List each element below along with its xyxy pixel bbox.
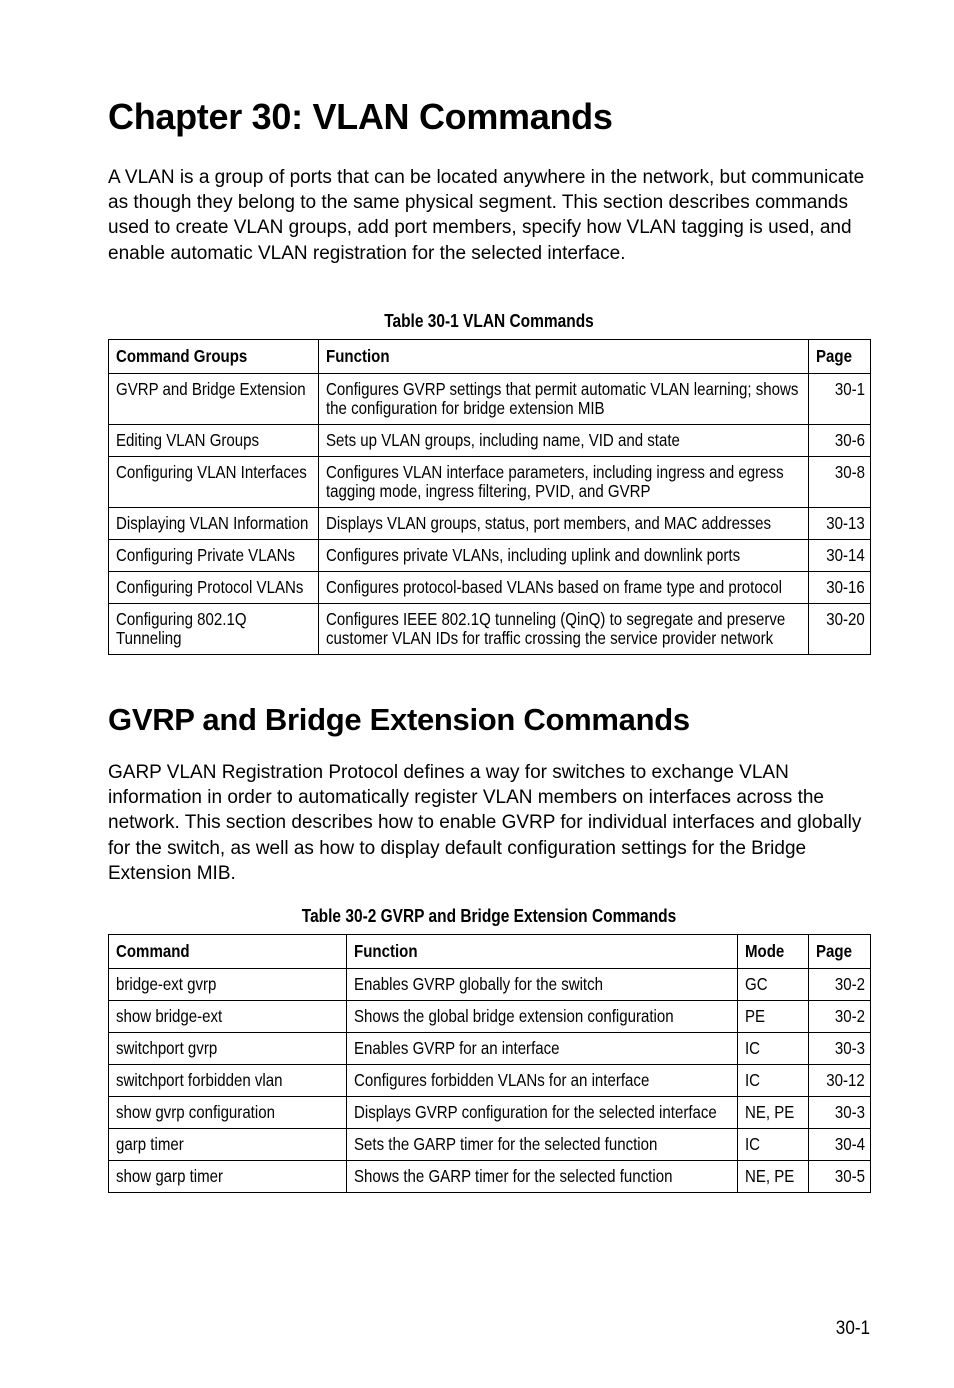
function-cell: Sets the GARP timer for the selected function xyxy=(347,1129,738,1161)
table-row xyxy=(109,457,871,508)
page-cell: 30-13 xyxy=(809,508,871,540)
column-header: Command Groups xyxy=(109,340,319,374)
page-cell: 30-12 xyxy=(809,1065,871,1097)
command-group-cell: Configuring 802.1Q Tunneling xyxy=(109,604,319,655)
page-cell: 30-8 xyxy=(809,457,871,508)
table-row xyxy=(109,540,871,572)
table-row xyxy=(109,1097,871,1129)
command-cell: show bridge-ext xyxy=(109,1001,347,1033)
mode-cell: GC xyxy=(738,969,809,1001)
table-row xyxy=(109,1033,871,1065)
mode-cell: PE xyxy=(738,1001,809,1033)
mode-cell: NE, PE xyxy=(738,1097,809,1129)
section-paragraph: GARP VLAN Registration Protocol defines a way for switches to exchange VLAN information in order to automatically register VLAN members on interfaces across the network. This section describes how to enable GVRP for individual interfaces and globally for the switch, as well as how to display default configuration settings for the Bridge Extension MIB. xyxy=(108,762,862,884)
column-header: Command xyxy=(109,935,347,969)
command-group-cell: Displaying VLAN Information xyxy=(109,508,319,540)
command-group-cell: GVRP and Bridge Extension xyxy=(109,374,319,425)
page-cell: 30-14 xyxy=(809,540,871,572)
table-row xyxy=(109,374,871,425)
column-header: Page xyxy=(809,340,871,374)
function-cell: Sets up VLAN groups, including name, VID and state xyxy=(319,425,809,457)
function-cell: Configures private VLANs, including uplink and downlink ports xyxy=(319,540,809,572)
function-cell: Configures protocol-based VLANs based on frame type and protocol xyxy=(319,572,809,604)
command-group-cell: Configuring Protocol VLANs xyxy=(109,572,319,604)
chapter-title: Chapter 30: VLAN Commands xyxy=(108,96,613,137)
page-number: 30-1 xyxy=(835,1318,870,1339)
function-cell: Configures GVRP settings that permit automatic VLAN learning; shows the configuration for bridge extension MIB xyxy=(319,374,809,425)
table-row xyxy=(109,604,871,655)
mode-cell: IC xyxy=(738,1033,809,1065)
table-row xyxy=(109,1001,871,1033)
function-cell: Displays GVRP configuration for the selected interface xyxy=(347,1097,738,1129)
table-row xyxy=(109,425,871,457)
command-group-cell: Configuring VLAN Interfaces xyxy=(109,457,319,508)
page-cell: 30-4 xyxy=(809,1129,871,1161)
table-row xyxy=(109,1161,871,1193)
mode-cell: IC xyxy=(738,1065,809,1097)
page-cell: 30-20 xyxy=(809,604,871,655)
function-cell: Configures forbidden VLANs for an interface xyxy=(347,1065,738,1097)
column-header: Function xyxy=(347,935,738,969)
table-row xyxy=(109,1129,871,1161)
command-group-cell: Configuring Private VLANs xyxy=(109,540,319,572)
gvrp-commands-table xyxy=(108,934,871,1193)
page-cell: 30-1 xyxy=(809,374,871,425)
command-cell: switchport gvrp xyxy=(109,1033,347,1065)
page-cell: 30-2 xyxy=(809,969,871,1001)
function-cell: Enables GVRP globally for the switch xyxy=(347,969,738,1001)
function-cell: Shows the global bridge extension configuration xyxy=(347,1001,738,1033)
table-row xyxy=(109,572,871,604)
command-group-cell: Editing VLAN Groups xyxy=(109,425,319,457)
table1-caption: Table 30-1 VLAN Commands xyxy=(384,311,594,331)
command-cell: show garp timer xyxy=(109,1161,347,1193)
table-header-row xyxy=(109,935,871,969)
mode-cell: IC xyxy=(738,1129,809,1161)
function-cell: Configures VLAN interface parameters, including ingress and egress tagging mode, ingress filtering, PVID, and GVRP xyxy=(319,457,809,508)
function-cell: Shows the GARP timer for the selected function xyxy=(347,1161,738,1193)
function-cell: Displays VLAN groups, status, port members, and MAC addresses xyxy=(319,508,809,540)
page-cell: 30-5 xyxy=(809,1161,871,1193)
column-header: Function xyxy=(319,340,809,374)
command-cell: show gvrp configuration xyxy=(109,1097,347,1129)
vlan-commands-table xyxy=(108,339,871,655)
table-row xyxy=(109,508,871,540)
page-cell: 30-3 xyxy=(809,1033,871,1065)
function-cell: Enables GVRP for an interface xyxy=(347,1033,738,1065)
table2-caption: Table 30-2 GVRP and Bridge Extension Commands xyxy=(301,906,677,926)
command-cell: bridge-ext gvrp xyxy=(109,969,347,1001)
mode-cell: NE, PE xyxy=(738,1161,809,1193)
command-cell: switchport forbidden vlan xyxy=(109,1065,347,1097)
column-header: Mode xyxy=(738,935,809,969)
page-cell: 30-16 xyxy=(809,572,871,604)
command-cell: garp timer xyxy=(109,1129,347,1161)
column-header: Page xyxy=(809,935,871,969)
section-title: GVRP and Bridge Extension Commands xyxy=(108,702,690,737)
table-header-row xyxy=(109,340,871,374)
page-cell: 30-2 xyxy=(809,1001,871,1033)
page-cell: 30-6 xyxy=(809,425,871,457)
page-cell: 30-3 xyxy=(809,1097,871,1129)
function-cell: Configures IEEE 802.1Q tunneling (QinQ) to segregate and preserve customer VLAN IDs for traffic crossing the service provider network xyxy=(319,604,809,655)
table-row xyxy=(109,969,871,1001)
table-row xyxy=(109,1065,871,1097)
intro-paragraph: A VLAN is a group of ports that can be located anywhere in the network, but communicate as though they belong to the same physical segment. This section describes commands used to create VLAN groups, add port members, specify how VLAN tagging is used, and enable automatic VLAN registration for the selected interface. xyxy=(108,167,865,264)
